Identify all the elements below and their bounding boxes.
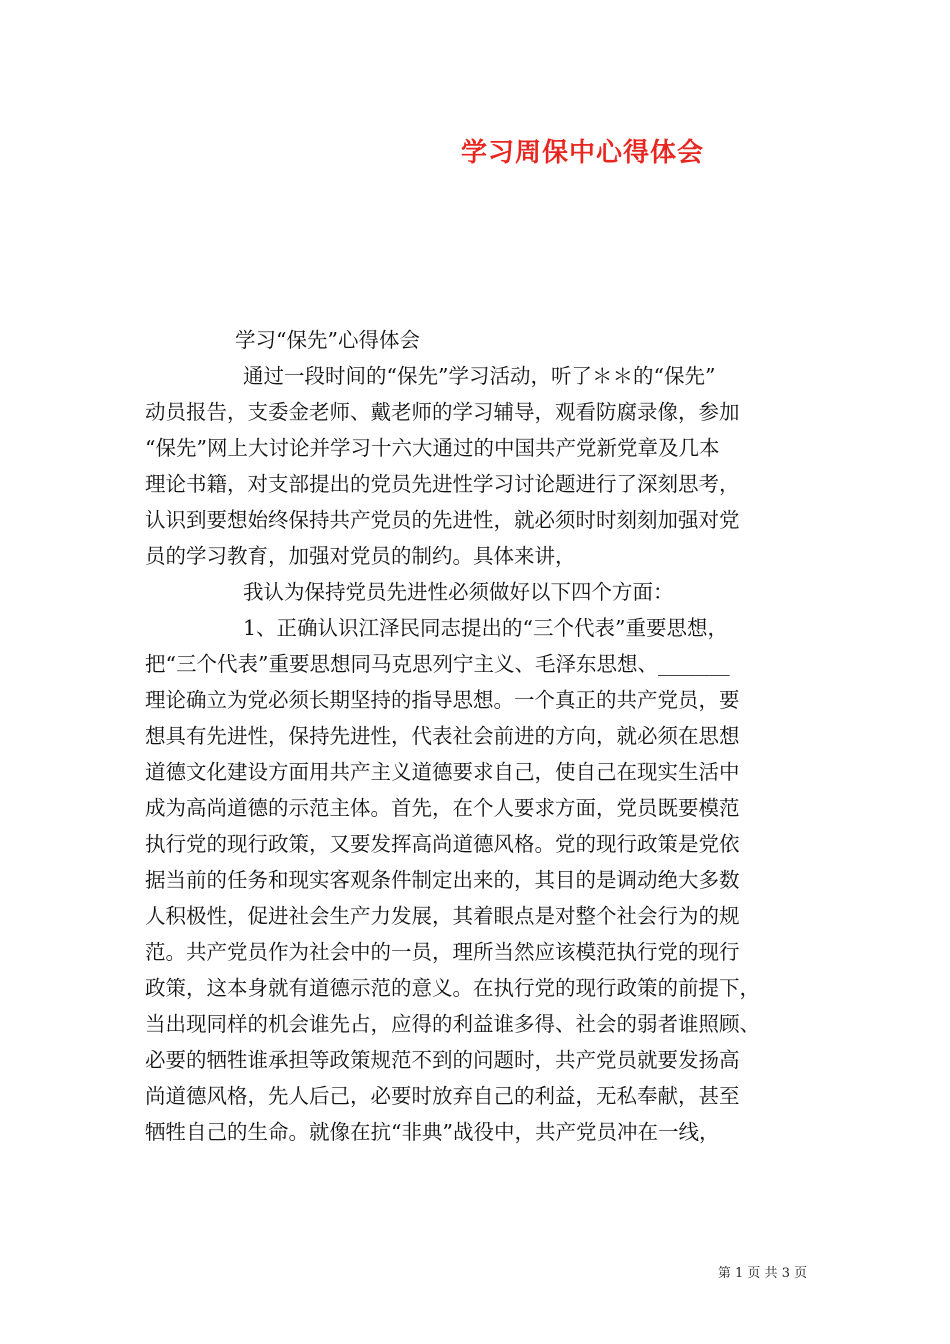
text-line: 道德文化建设方面用共产主义道德要求自己，使自己在现实生活中 <box>145 760 740 784</box>
text-line: 理论确立为党必须长期坚持的指导思想。一个真正的共产党员，要 <box>145 688 740 712</box>
subtitle-line: 学习“保先”心得体会 <box>235 328 420 352</box>
text-line: 动员报告，支委金老师、戴老师的学习辅导，观看防腐录像，参加 <box>145 400 740 424</box>
text-line: 人积极性，促进社会生产力发展，其着眼点是对整个社会行为的规 <box>145 904 740 928</box>
text-line: 认识到要想始终保持共产党员的先进性，就必须时时刻刻加强对党 <box>145 508 740 532</box>
text-line: 政策，这本身就有道德示范的意义。在执行党的现行政策的前提下， <box>145 976 760 1000</box>
text-line: 当出现同样的机会谁先占，应得的利益谁多得、社会的弱者谁照顾、 <box>145 1012 760 1036</box>
text-line: 必要的牺牲谁承担等政策规范不到的问题时，共产党员就要发扬高 <box>145 1048 740 1072</box>
page-footer: 第 1 页 共 3 页 <box>717 1266 808 1281</box>
text-line: 牺牲自己的生命。就像在抗“非典”战役中，共产党员冲在一线， <box>145 1120 720 1144</box>
text-line: 想具有先进性，保持先进性，代表社会前进的方向，就必须在思想 <box>145 724 740 748</box>
text-line: 成为高尚道德的示范主体。首先，在个人要求方面，党员既要模范 <box>145 796 740 820</box>
text-line: 员的学习教育，加强对党员的制约。具体来讲， <box>145 544 576 568</box>
text-line: 执行党的现行政策，又要发挥高尚道德风格。党的现行政策是党依 <box>145 832 740 856</box>
document-body <box>145 322 825 1150</box>
text-line: “保先”网上大讨论并学习十六大通过的中国共产党新党章及几本 <box>145 436 720 460</box>
page-title: 学习周保中心得体会 <box>460 138 704 168</box>
text-line: 范。共产党员作为社会中的一员，理所当然应该模范执行党的现行 <box>145 940 740 964</box>
text-line: 我认为保持党员先进性必须做好以下四个方面： <box>243 580 674 604</box>
text-line: 尚道德风格，先人后己，必要时放弃自己的利益，无私奉献，甚至 <box>145 1084 740 1108</box>
text-line: 通过一段时间的“保先”学习活动，听了＊＊的“保先” <box>243 364 716 388</box>
text-line: 理论书籍，对支部提出的党员先进性学习讨论题进行了深刻思考， <box>145 472 740 496</box>
text-line: 把“三个代表”重要思想同马克思列宁主义、毛泽东思想、_______ <box>145 652 730 676</box>
text-line: 据当前的任务和现实客观条件制定出来的，其目的是调动绝大多数 <box>145 868 740 892</box>
text-line: 1、正确认识江泽民同志提出的“三个代表”重要思想， <box>243 616 729 640</box>
